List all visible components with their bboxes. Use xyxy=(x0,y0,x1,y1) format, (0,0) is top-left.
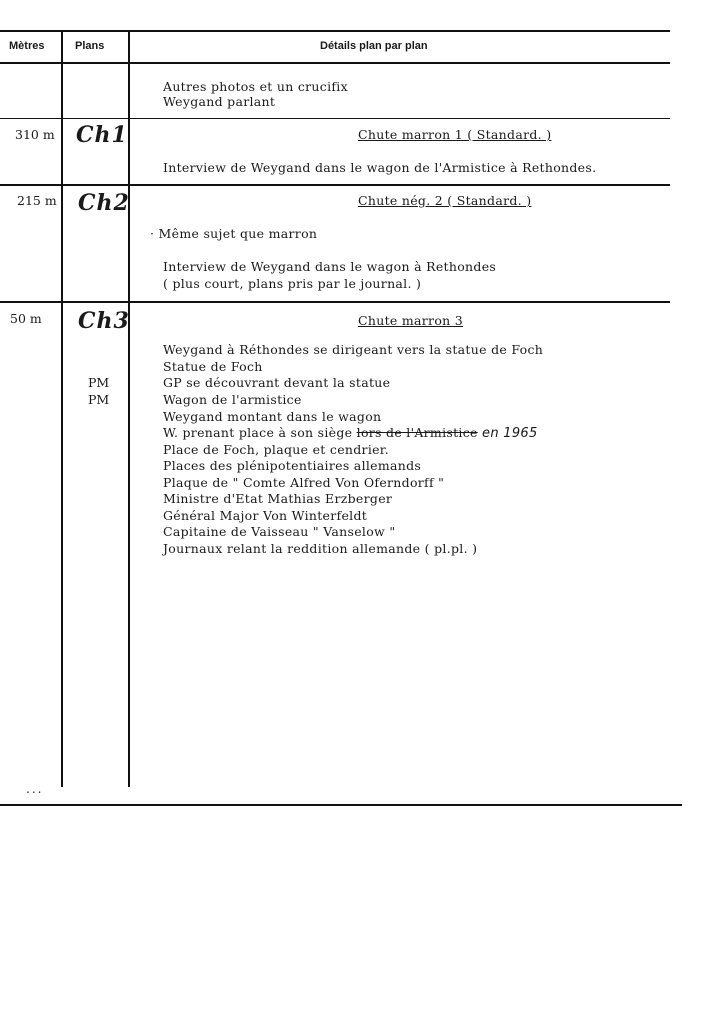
header-plans: Plans xyxy=(75,40,105,52)
header-metres: Mètres xyxy=(9,40,45,52)
section-3-line: Places des plénipotentiaires allemands xyxy=(163,458,422,473)
section-3-metres: 50 m xyxy=(10,311,42,326)
section-3-line-with-correction xyxy=(163,425,538,441)
section-1-line: Interview de Weygand dans le wagon de l'Armistice à Rethondes. xyxy=(163,160,597,175)
section-3-pm-label: PM xyxy=(88,375,110,390)
section-3-line: Capitaine de Vaisseau " Vanselow " xyxy=(163,524,396,539)
bottom-border-line xyxy=(0,804,682,806)
section-2-plan-mark: Ch2 xyxy=(78,190,130,216)
section-3-title: Chute marron 3 xyxy=(358,313,464,328)
section-2-line: ( plus court, plans pris par le journal. ) xyxy=(163,276,422,291)
section-1-rule xyxy=(0,118,670,119)
struck-text: lors de l'Armistice xyxy=(356,425,478,440)
section-3-plan-mark: Ch3 xyxy=(78,308,130,334)
continuation-line: Autres photos et un crucifix xyxy=(163,79,348,94)
section-3-line: Place de Foch, plaque et cendrier. xyxy=(163,442,389,457)
section-3-line: GP se découvrant devant la statue xyxy=(163,375,391,390)
section-2-title: Chute nég. 2 ( Standard. ) xyxy=(358,193,532,208)
footer-dots: ... xyxy=(26,782,44,796)
handwritten-note: en 1965 xyxy=(482,426,538,441)
section-3-line: Journaux relant la reddition allemande ( pl.pl. ) xyxy=(163,541,478,556)
section-2-metres: 215 m xyxy=(17,193,57,208)
section-3-line: Statue de Foch xyxy=(163,359,263,374)
header-rule xyxy=(0,62,670,64)
section-3-line: Plaque de " Comte Alfred Von Oferndorff " xyxy=(163,475,445,490)
continuation-line: Weygand parlant xyxy=(163,94,276,109)
section-3-line: Général Major Von Winterfeldt xyxy=(163,508,368,523)
section-2-rule xyxy=(0,184,670,186)
section-1-metres: 310 m xyxy=(15,127,55,142)
column-divider-left xyxy=(61,32,63,787)
header-details: Détails plan par plan xyxy=(320,40,428,52)
section-3-line: Weygand à Réthondes se dirigeant vers la statue de Foch xyxy=(163,342,544,357)
section-1-title: Chute marron 1 ( Standard. ) xyxy=(358,127,552,142)
section-3-line: Wagon de l'armistice xyxy=(163,392,302,407)
section-2-line: · Même sujet que marron xyxy=(150,226,318,241)
column-divider-right xyxy=(128,32,130,787)
section-2-line: Interview de Weygand dans le wagon à Rethondes xyxy=(163,259,497,274)
section-3-line: Ministre d'Etat Mathias Erzberger xyxy=(163,491,393,506)
section-3-line: W. prenant place à son siège xyxy=(163,425,353,440)
section-1-plan-mark: Ch1 xyxy=(76,122,128,148)
top-border-line xyxy=(0,30,670,32)
section-3-rule xyxy=(0,301,670,303)
section-3-line: Weygand montant dans le wagon xyxy=(163,409,382,424)
section-3-pm-label: PM xyxy=(88,392,110,407)
